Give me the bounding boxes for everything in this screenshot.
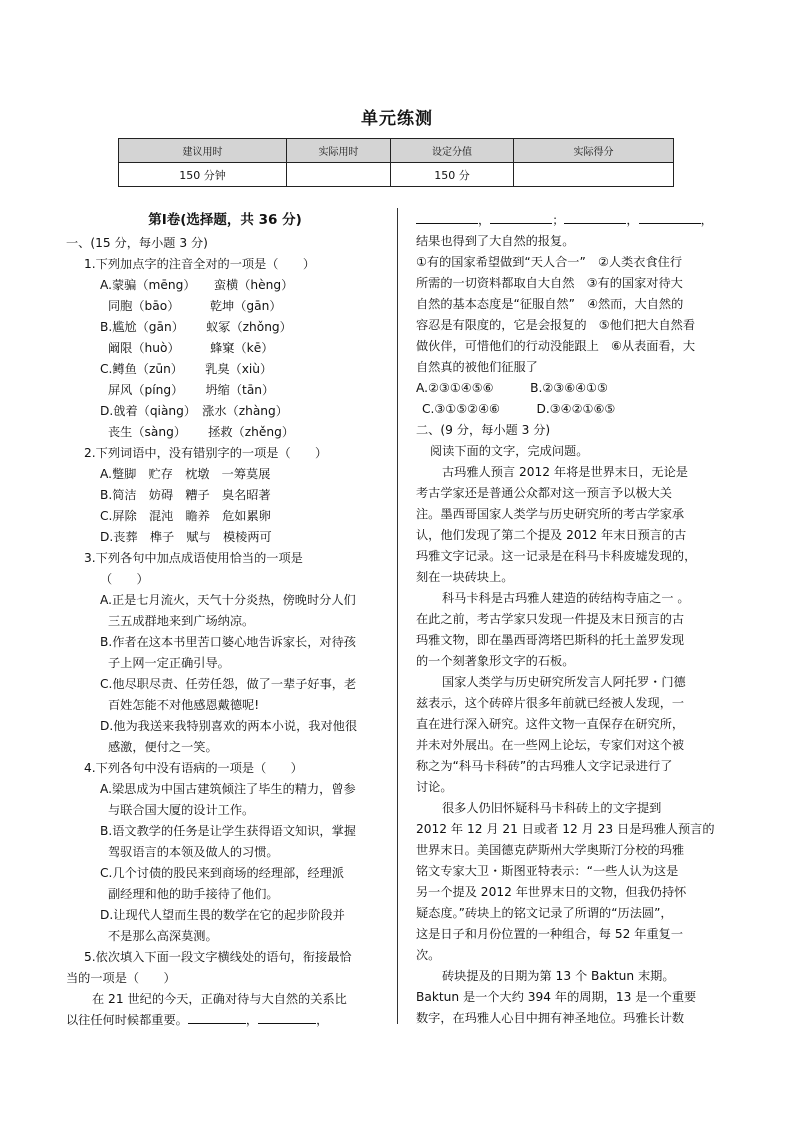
sentence-options: 容忍是有限度的，它是会报复的 ⑤他们把大自然看 [416, 318, 696, 332]
fill-blank[interactable] [564, 211, 626, 224]
option-line: 副经理和他的助手接待了他们。 [108, 887, 279, 901]
option-line: 驾驭语言的本领及做人的习惯。 [108, 845, 279, 859]
passage-line: 2012 年 12 月 21 日或者 12 月 23 日是玛雅人预言的 [416, 822, 715, 836]
question-group-heading: 一、(15 分，每小题 3 分) [66, 236, 208, 250]
sentence-options: 自然真的被他们征服了 [416, 360, 538, 374]
passage-line: 认，他们发现了第二个提及 2012 年末日预言的古 [416, 528, 687, 542]
reading-instruction: 阅读下面的文字，完成问题。 [430, 444, 589, 458]
left-column [66, 210, 384, 1031]
fill-blank[interactable] [639, 211, 701, 224]
passage-line: 讨论。 [416, 780, 453, 794]
fill-blank[interactable] [490, 211, 552, 224]
question-5-passage-text: 以往任何时候都重要。 [66, 1013, 188, 1027]
option-line: B.简洁 妨碍 糟子 臭名昭著 [100, 488, 271, 502]
column-divider [397, 208, 398, 1024]
passage-line: 考古学家还是普通公众都对这一预言予以极大关 [416, 486, 672, 500]
option-line: C.几个讨债的股民来到商场的经理部，经理派 [100, 866, 344, 880]
option-line: 屏风（píng） 坍缩（tān） [108, 383, 275, 397]
sentence-options: 所需的一切资料都取自大自然 ③有的国家对待大 [416, 276, 683, 290]
question-5: 5.依次填入下面一段文字横线处的语句，衔接最恰 [84, 950, 352, 964]
passage-line: 世界末日。美国德克萨斯州大学奥斯汀分校的玛雅 [416, 843, 685, 857]
value-actual-score[interactable] [514, 163, 674, 187]
option-line: A.梁思成为中国古建筑倾注了毕生的精力，曾参 [100, 782, 356, 796]
section-title: 第Ⅰ卷(选择题，共 36 分) [148, 212, 302, 228]
value-set-score: 150 分 [391, 163, 514, 187]
passage-line: 砖块提及的日期为第 13 个 Baktun 末期。 [442, 969, 675, 983]
passage-line: 直在进行深入研究。这件文物一直保存在研究所， [416, 717, 685, 731]
answer-options: A.②③①④⑤⑥ B.②③⑥④①⑤ [416, 381, 608, 395]
option-line: D.他为我送来我特别喜欢的两本小说，我对他很 [100, 719, 358, 733]
answer-options: C.③①⑤②④⑥ D.③④②①⑥⑤ [422, 402, 616, 416]
option-line: C.屏除 混沌 瞻养 危如累卵 [100, 509, 271, 523]
question-group-heading: 二、(9 分，每小题 3 分) [416, 423, 551, 437]
option-line: C.鳟鱼（zūn） 乳臭（xiù） [100, 362, 273, 376]
passage-line: 玛雅文字记录。这一记录是在科马卡科废墟发现的， [416, 549, 697, 563]
passage-line: 注。墨西哥国家人类学与历史研究所的考古学家承 [416, 507, 685, 521]
option-line: 百姓怎能不对他感恩戴德呢! [108, 698, 260, 712]
option-line: D.让现代人望而生畏的数学在它的起步阶段并 [100, 908, 345, 922]
question-3-blank: （ ） [100, 572, 149, 586]
fill-blank[interactable] [188, 1011, 246, 1024]
score-table [118, 138, 674, 187]
question-5-cont: 当的一项是（ ） [66, 971, 176, 985]
fill-blank[interactable] [258, 1011, 316, 1024]
passage-line: 的一个刻著象形文字的石板。 [416, 654, 575, 668]
fill-blank[interactable] [416, 211, 478, 224]
option-line: A.蒙骗（mēng） 蛮横（hèng） [100, 278, 294, 292]
option-line: C.他尽职尽责、任劳任怨，做了一辈子好事，老 [100, 677, 357, 691]
passage-line: 很多人仍旧怀疑科马卡科砖上的文字提到 [442, 801, 662, 815]
option-line: A.正是七月流火，天气十分炎热，傍晚时分人们 [100, 593, 356, 607]
option-line: 同胞（bāo） 乾坤（gān） [108, 299, 282, 313]
question-1: 1.下列加点字的注音全对的一项是（ ） [84, 257, 316, 271]
passage-line: Baktun 是一个大约 394 年的周期，13 是一个重要 [416, 990, 697, 1004]
sentence-options: ①有的国家希望做到“天人合一” ②人类衣食住行 [416, 255, 683, 269]
header-set-score: 设定分值 [391, 139, 514, 163]
option-line: B.尴尬（gān） 蚁冢（zhǒng） [100, 320, 292, 334]
page-title: 单元练测 [361, 109, 433, 129]
passage-line: 这是日子和月份位置的一种组合，每 52 年重复一 [416, 927, 684, 941]
question-4: 4.下列各句中没有语病的一项是（ ） [84, 761, 303, 775]
value-suggested-time: 150 分钟 [119, 163, 287, 187]
option-line: D.戗着（qiàng） 涨水（zhàng） [100, 404, 288, 418]
passage-line: 铭文专家大卫・斯图亚特表示：“一些人认为这是 [416, 864, 679, 878]
passage-line: 古玛雅人预言 2012 年将是世界末日，无论是 [442, 465, 688, 479]
fill-blanks-row: ， ； ， ， [416, 210, 726, 231]
passage-line: 并未对外展出。在一些网上论坛，专家们对这个被 [416, 738, 685, 752]
option-line: B.作者在这本书里苦口婆心地告诉家长，对待孩 [100, 635, 356, 649]
option-line: 丧生（sàng） 拯救（zhěng） [108, 425, 295, 439]
option-line: D.丧葬 榫子 赋与 模棱两可 [100, 530, 272, 544]
value-actual-time[interactable] [287, 163, 391, 187]
passage-line: 另一个提及 2012 年世界末日的文物，但我仍持怀 [416, 885, 687, 899]
option-line: 不是那么高深莫测。 [108, 929, 218, 943]
passage-line: 刻在一块砖块上。 [416, 570, 514, 584]
option-line: 感激，便付之一笑。 [108, 740, 218, 754]
sentence-options: 自然的基本态度是“征服自然” ④然而，大自然的 [416, 297, 684, 311]
passage-line: 兹表示，这个砖碎片很多年前就已经被人发现，一 [416, 696, 685, 710]
passage-line: 在此之前，考古学家只发现一件提及末日预言的古 [416, 612, 685, 626]
passage-line: 次。 [416, 948, 441, 962]
option-line: 阚限（huò） 蜂窠（kē） [108, 341, 274, 355]
passage-line: 科马卡科是古玛雅人建造的砖结构寺庙之一 。 [442, 591, 690, 605]
question-5-cont: 结果也得到了大自然的报复。 [416, 234, 575, 248]
option-line: 与联合国大厦的设计工作。 [108, 803, 255, 817]
option-line: 三五成群地来到广场纳凉。 [108, 614, 255, 628]
score-table-header-row [119, 139, 674, 163]
passage-line: 玛雅文物，即在墨西哥湾塔巴斯科的托土盖罗发现 [416, 633, 685, 647]
question-3: 3.下列各句中加点成语使用恰当的一项是 [84, 551, 303, 565]
sentence-options: 做伙伴，可惜他们的行动没能跟上 ⑥从表面看，大 [416, 339, 696, 353]
option-line: B.语文教学的任务是让学生获得语文知识，掌握 [100, 824, 356, 838]
passage-line: 疑态度。”砖块上的铭文记录了所谓的“历法圆”， [416, 906, 673, 920]
option-line: A.蹩脚 贮存 枕墩 一筹莫展 [100, 467, 271, 481]
header-suggested-time: 建议用时 [119, 139, 287, 163]
passage-line: 称之为“科马卡科砖”的古玛雅人文字记录进行了 [416, 759, 673, 773]
header-actual-time: 实际用时 [287, 139, 391, 163]
question-5-passage-blanks: 以往任何时候都重要。 ， ， [66, 1013, 329, 1027]
option-line: 子上网一定正确引导。 [108, 656, 230, 670]
header-actual-score: 实际得分 [514, 139, 674, 163]
passage-line: 数字，在玛雅人心目中拥有神圣地位。玛雅长计数 [416, 1011, 685, 1025]
question-5-passage: 在 21 世纪的今天，正确对待与大自然的关系比 [92, 992, 347, 1006]
question-2: 2.下列词语中，没有错别字的一项是（ ） [84, 446, 328, 460]
passage-line: 国家人类学与历史研究所发言人阿托罗・门德 [442, 675, 686, 689]
right-column [416, 210, 726, 1029]
score-table-value-row [119, 163, 674, 187]
